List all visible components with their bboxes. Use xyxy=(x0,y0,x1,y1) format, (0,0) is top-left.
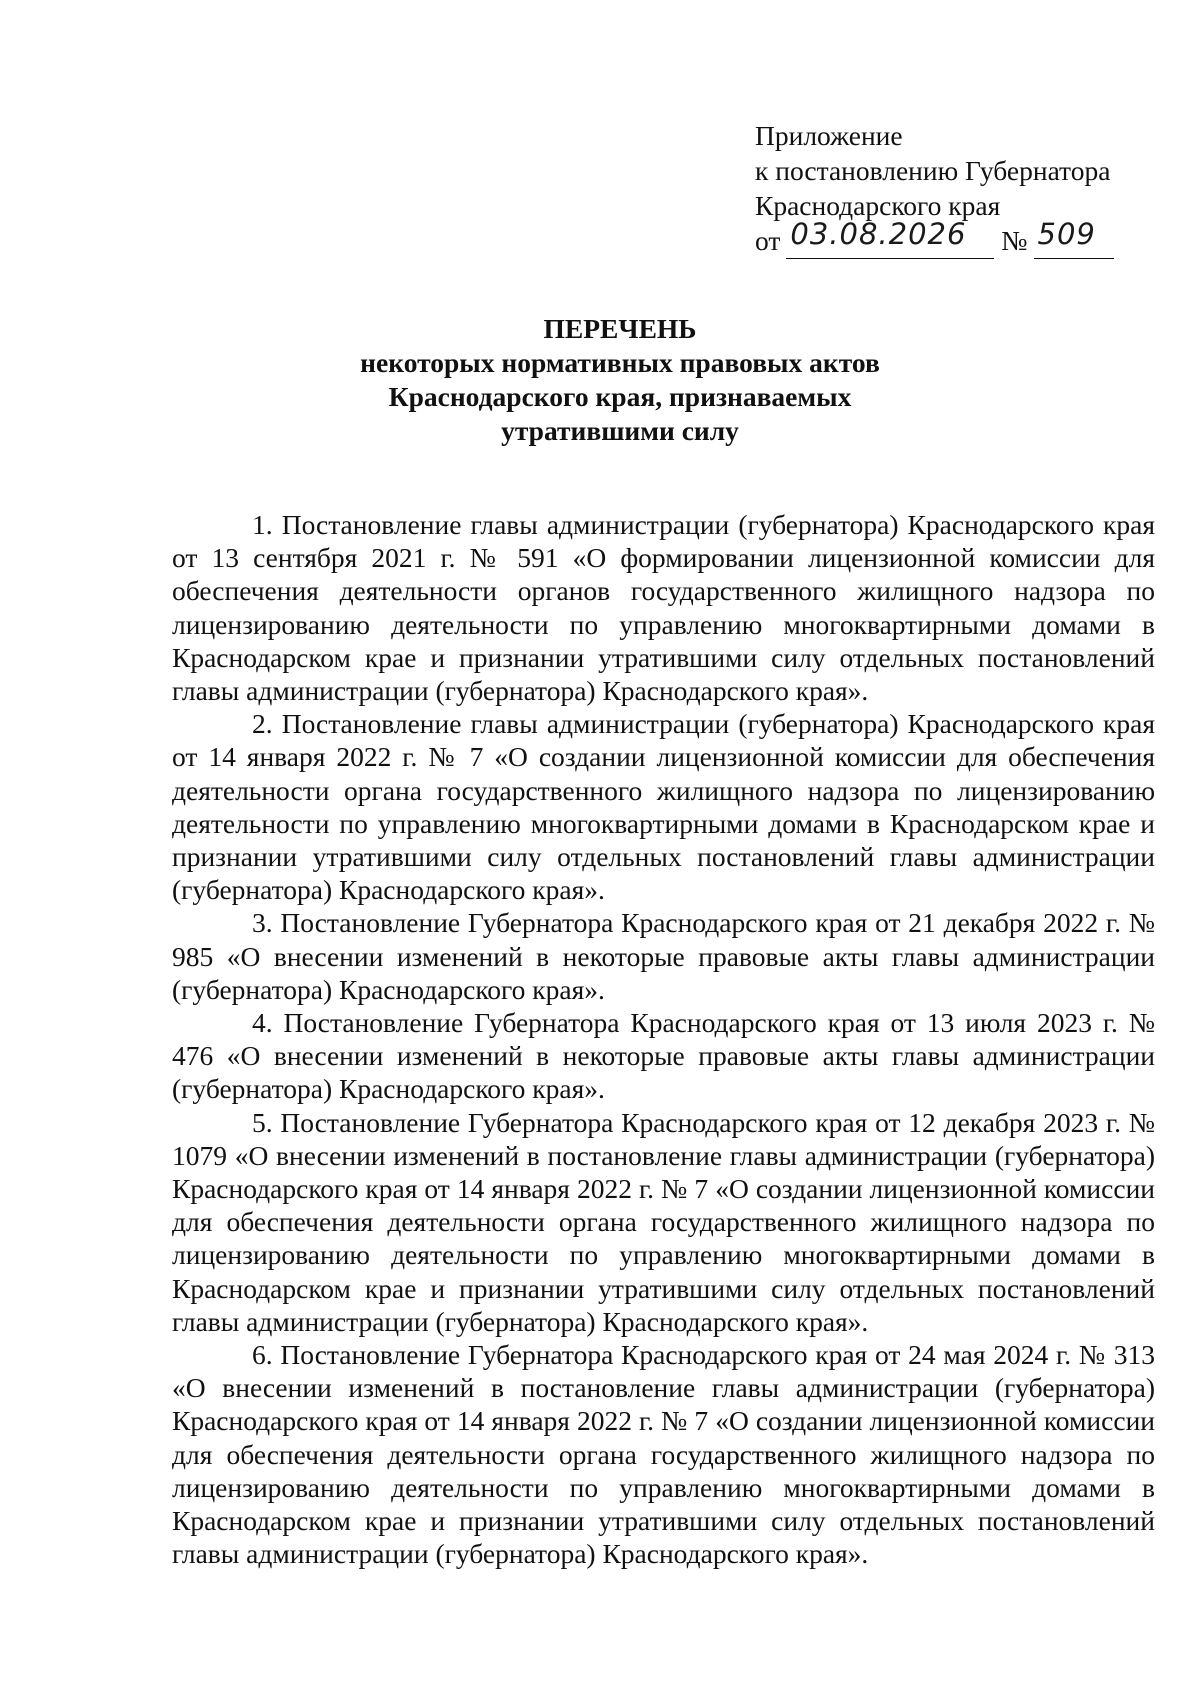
list-item: 4. Постановление Губернатора Краснодарского края от 13 июля 2023 г. № 476 «О внесении изменений в некоторые правовые акты главы администрации (губернатора) Краснодарского края». xyxy=(172,1007,1155,1105)
document-subtitle-line-1: некоторых нормативных правовых актов xyxy=(360,347,880,378)
document-title-block xyxy=(170,312,1070,448)
list-item: 2. Постановление главы администрации (губернатора) Краснодарского края от 14 января 2022 г. № 7 «О создании лицензионной комиссии для обеспечения деятельности органа государственного жилищного надзора по лицензированию деятельности по управлению многоквартирными домами в Краснодарском крае и признании утратившими силу отдельных постановлений главы администрации (губернатора) Краснодарского края». xyxy=(172,708,1155,906)
handwritten-number: 509 xyxy=(1037,217,1096,251)
appendix-header xyxy=(755,118,1175,259)
list-item: 1. Постановление главы администрации (губернатора) Краснодарского края от 13 сентября 2021 г. № 591 «О формировании лицензионной комиссии для обеспечения деятельности органов государственного жилищного надзора по лицензированию деятельности по управлению многоквартирными домами в Краснодарском крае и признании утратившими силу отдельных постановлений главы администрации (губернатора) Краснодарского края». xyxy=(172,509,1155,707)
date-underline xyxy=(786,217,994,259)
appendix-date-number-row xyxy=(755,217,1175,259)
list-item: 5. Постановление Губернатора Краснодарского края от 12 декабря 2023 г. № 1079 «О внесении изменений в постановление главы администрации (губернатора) Краснодарского края от 14 января 2022 г. № 7 «О создании лицензионной комиссии для обеспечения деятельности органа государственного жилищного надзора по лицензированию деятельности по управлению многоквартирными домами в Краснодарском крае и признании утратившими силу отдельных постановлений главы администрации (губернатора) Краснодарского края». xyxy=(172,1106,1155,1337)
list-item: 6. Постановление Губернатора Краснодарского края от 24 мая 2024 г. № 313 «О внесении изменений в постановление главы администрации (губернатора) Краснодарского края от 14 января 2022 г. № 7 «О создании лицензионной комиссии для обеспечения деятельности органа государственного жилищного надзора по лицензированию деятельности по управлению многоквартирными домами в Краснодарском крае и признании утратившими силу отдельных постановлений главы администрации (губернатора) Краснодарского края». xyxy=(172,1339,1155,1570)
appendix-reference: к постановлению Губернатора xyxy=(755,155,1111,186)
document-subtitle-line-2: Краснодарского края, признаваемых xyxy=(388,381,852,412)
appendix-title: Приложение xyxy=(755,120,903,151)
handwritten-date: 03.08.2026 xyxy=(790,217,967,251)
number-underline xyxy=(1034,217,1114,259)
document-title: ПЕРЕЧЕНЬ xyxy=(543,313,697,344)
appendix-region: Краснодарского края xyxy=(755,190,1001,221)
list-item: 3. Постановление Губернатора Краснодарского края от 21 декабря 2022 г. № 985 «О внесении изменений в некоторые правовые акты главы администрации (губернатора) Краснодарского края». xyxy=(172,907,1155,1005)
acts-list xyxy=(172,508,1155,1571)
number-prefix: № xyxy=(1001,225,1028,256)
document-subtitle-line-3: утратившими силу xyxy=(501,415,739,446)
date-prefix: от xyxy=(755,225,781,256)
